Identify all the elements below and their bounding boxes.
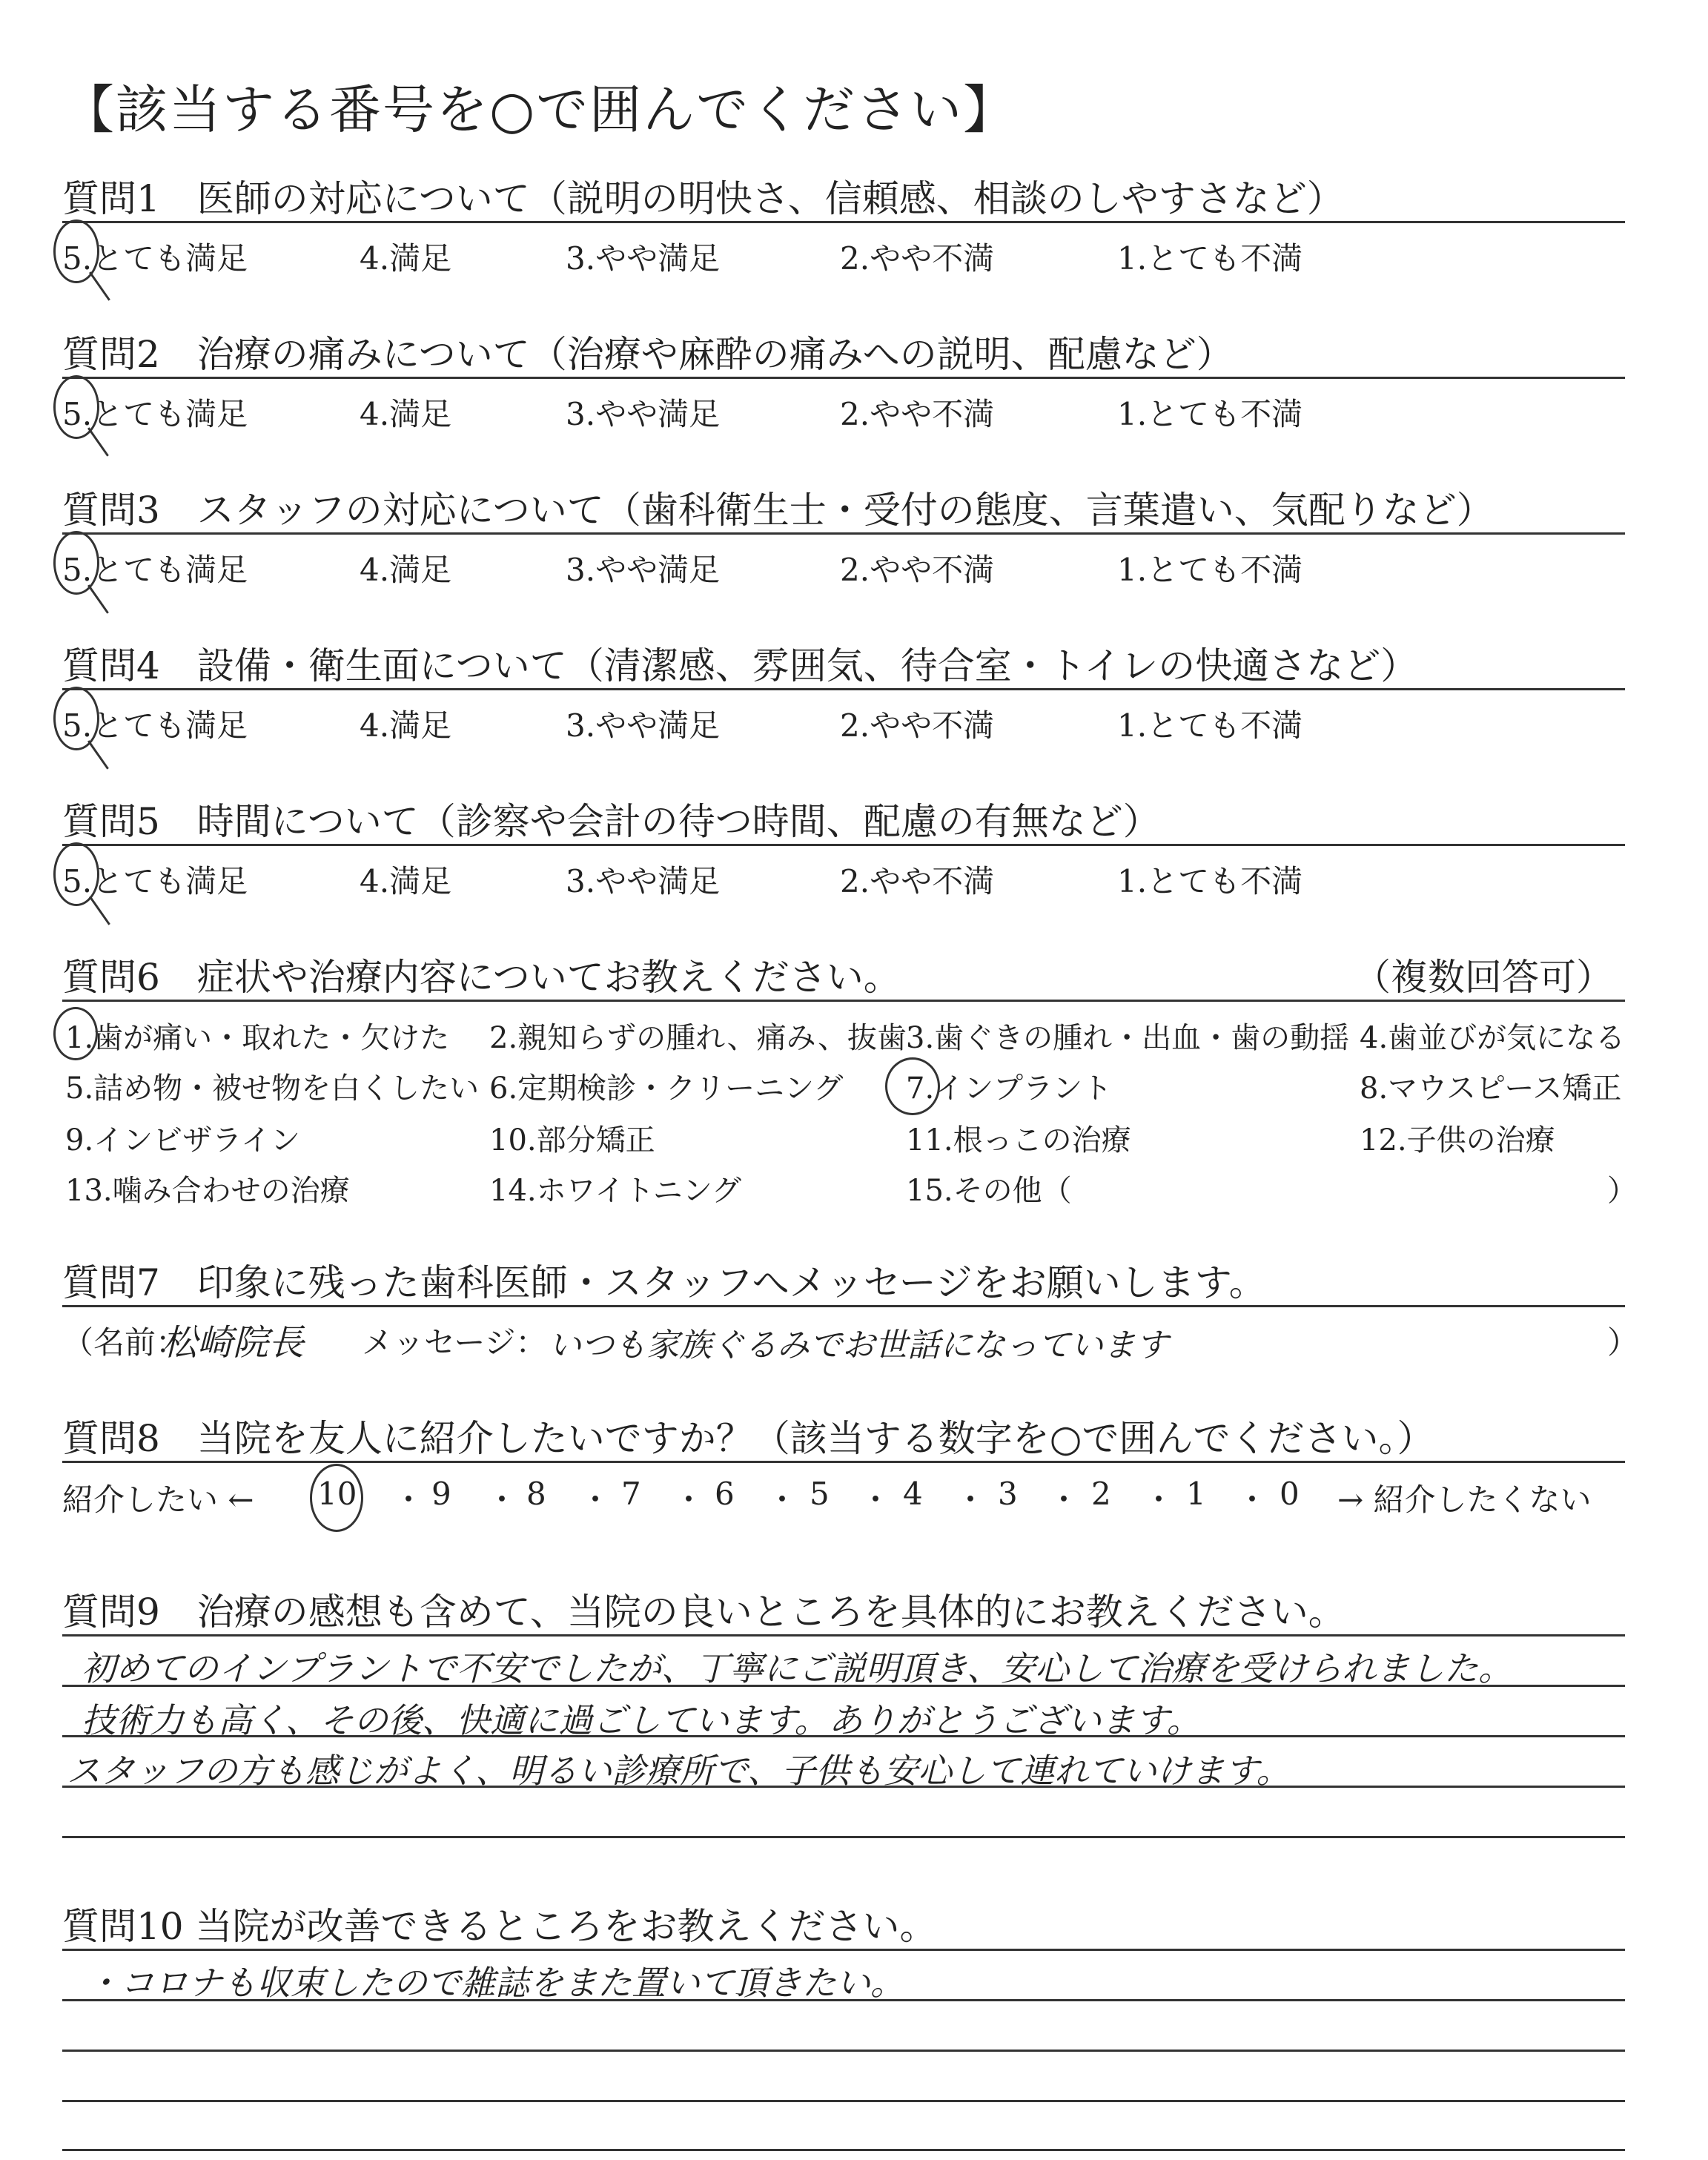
q8-dot: ・ — [1237, 1482, 1268, 1518]
q4-option-1[interactable]: 1.とても不満 — [1117, 707, 1303, 744]
q8-score-9[interactable]: 9 — [431, 1476, 451, 1512]
q10-rule-4 — [62, 2149, 1625, 2151]
instruction-header: 【該当する番号を○で囲んでください】 — [62, 79, 1017, 140]
question-3-title: 質問3 スタッフの対応について（歯科衛生士・受付の態度、言葉遣い、気配りなど） — [62, 489, 1494, 532]
q1-option-3[interactable]: 3.やや満足 — [566, 240, 721, 277]
q10-rule-1 — [62, 1999, 1625, 2001]
q8-dot: ・ — [767, 1482, 798, 1518]
q6-item-7[interactable]: 7.インプラント — [906, 1071, 1113, 1106]
question-7-rule — [62, 1305, 1625, 1307]
q8-score-6[interactable]: 6 — [715, 1476, 735, 1512]
question-6-note: （複数回答可） — [1354, 956, 1613, 999]
q8-score-2[interactable]: 2 — [1091, 1476, 1111, 1512]
q4-option-2[interactable]: 2.やや不満 — [840, 707, 995, 744]
q3-selected-circle — [53, 531, 99, 595]
q8-right-label: → 紹介したくない — [1337, 1482, 1592, 1518]
q6-item-8[interactable]: 8.マウスピース矯正 — [1360, 1071, 1622, 1106]
q6-item-11[interactable]: 11.根っこの治療 — [906, 1123, 1131, 1157]
q7-name-label: （名前： — [62, 1324, 188, 1361]
q2-option-5[interactable]: 5.とても満足 — [62, 396, 248, 432]
q9-line-2: 技術力も高く、その後、快適に過ごしています。ありがとうございます。 — [82, 1700, 1201, 1740]
q9-line-3: スタッフの方も感じがよく、明るい診療所で、子供も安心して連れていけます。 — [67, 1751, 1291, 1791]
q8-left-label: 紹介したい ← — [62, 1482, 254, 1518]
q5-option-4[interactable]: 4.満足 — [360, 863, 452, 899]
question-1-rule — [62, 221, 1625, 223]
q2-option-3[interactable]: 3.やや満足 — [566, 396, 721, 432]
q3-option-5[interactable]: 5.とても満足 — [62, 552, 248, 588]
q8-dot: ・ — [393, 1482, 425, 1518]
q8-dot: ・ — [580, 1482, 612, 1518]
q2-option-1[interactable]: 1.とても不満 — [1117, 396, 1303, 432]
question-8-rule — [62, 1461, 1625, 1463]
question-3-rule — [62, 532, 1625, 535]
q10-line-1: ・コロナも収束したので雑誌をまた置いて頂きたい。 — [86, 1963, 904, 2003]
q6-item-13[interactable]: 13.噛み合わせの治療 — [65, 1174, 350, 1208]
question-4-rule — [62, 688, 1625, 690]
question-5-title: 質問5 時間について（診察や会計の待つ時間、配慮の有無など） — [62, 800, 1160, 843]
q8-dot: ・ — [1143, 1482, 1175, 1518]
q6-item-15[interactable]: 15.その他（ — [906, 1174, 1072, 1208]
q4-option-5[interactable]: 5.とても満足 — [62, 707, 248, 744]
q6-selected-circle-1 — [53, 1007, 98, 1060]
q10-rule-2 — [62, 2050, 1625, 2052]
q6-item-9[interactable]: 9.インビザライン — [65, 1123, 300, 1157]
q7-message-label: メッセージ： — [362, 1324, 547, 1361]
q4-option-4[interactable]: 4.満足 — [360, 707, 452, 744]
question-7-title: 質問7 印象に残った歯科医師・スタッフへメッセージをお願いします。 — [62, 1261, 1266, 1304]
q6-item-12[interactable]: 12.子供の治療 — [1360, 1123, 1555, 1157]
q5-option-1[interactable]: 1.とても不満 — [1117, 863, 1303, 899]
q6-item-6[interactable]: 6.定期検診・クリーニング — [489, 1071, 844, 1106]
q6-item-3[interactable]: 3.歯ぐきの腫れ・出血・歯の動揺 — [906, 1021, 1350, 1055]
question-9-title: 質問9 治療の感想も含めて、当院の良いところを具体的にお教えください。 — [62, 1591, 1345, 1634]
q3-option-1[interactable]: 1.とても不満 — [1117, 552, 1303, 588]
q4-selected-circle — [53, 687, 99, 750]
q3-option-3[interactable]: 3.やや満足 — [566, 552, 721, 588]
q8-selected-circle — [310, 1464, 363, 1532]
q6-item-4[interactable]: 4.歯並びが気になる — [1360, 1021, 1626, 1055]
question-6-title: 質問6 症状や治療内容についてお教えください。 — [62, 956, 901, 999]
question-5-rule — [62, 844, 1625, 846]
q6-item-10[interactable]: 10.部分矯正 — [489, 1123, 655, 1157]
q1-option-2[interactable]: 2.やや不満 — [840, 240, 995, 277]
q9-line-1: 初めてのインプラントで不安でしたが、丁寧にご説明頂き、安心して治療を受けられました。 — [82, 1648, 1513, 1688]
q6-selected-circle-7 — [885, 1057, 940, 1115]
q7-name-value[interactable]: 松崎院長 — [162, 1322, 305, 1364]
q7-close-paren: ） — [1607, 1324, 1639, 1361]
q8-dot: ・ — [1048, 1482, 1080, 1518]
q2-selected-circle — [53, 375, 99, 439]
question-1-title: 質問1 医師の対応について（説明の明快さ、信頼感、相談のしやすさなど） — [62, 177, 1344, 220]
question-6-rule — [62, 1000, 1625, 1002]
q8-score-1[interactable]: 1 — [1186, 1476, 1206, 1512]
question-8-title: 質問8 当院を友人に紹介したいですか？（該当する数字を○で囲んでください。） — [62, 1417, 1434, 1460]
q8-dot: ・ — [955, 1482, 987, 1518]
q1-option-4[interactable]: 4.満足 — [360, 240, 452, 277]
q8-score-0[interactable]: 0 — [1280, 1476, 1300, 1512]
q1-option-5[interactable]: 5.とても満足 — [62, 240, 248, 277]
q7-message-value[interactable]: いつも家族ぐるみでお世話になっています — [549, 1327, 1168, 1364]
q6-item-5[interactable]: 5.詰め物・被せ物を白くしたい — [65, 1071, 480, 1106]
q6-item-14[interactable]: 14.ホワイトニング — [489, 1174, 742, 1208]
q8-score-5[interactable]: 5 — [810, 1476, 830, 1512]
q9-rule-0 — [62, 1634, 1625, 1636]
q5-selected-circle — [53, 842, 99, 906]
q9-rule-2 — [62, 1735, 1625, 1737]
q6-item-2[interactable]: 2.親知らずの腫れ、痛み、抜歯 — [489, 1021, 907, 1055]
q6-other-close-paren: ） — [1607, 1174, 1637, 1208]
q2-option-4[interactable]: 4.満足 — [360, 396, 452, 432]
q8-score-8[interactable]: 8 — [526, 1476, 546, 1512]
q10-rule-3 — [62, 2100, 1625, 2102]
q2-option-2[interactable]: 2.やや不満 — [840, 396, 995, 432]
q1-option-1[interactable]: 1.とても不満 — [1117, 240, 1303, 277]
q8-score-4[interactable]: 4 — [903, 1476, 923, 1512]
q8-dot: ・ — [486, 1482, 518, 1518]
q5-option-2[interactable]: 2.やや不満 — [840, 863, 995, 899]
q9-rule-1 — [62, 1685, 1625, 1687]
q8-score-7[interactable]: 7 — [621, 1476, 641, 1512]
q6-item-1[interactable]: 1.歯が痛い・取れた・欠けた — [65, 1021, 450, 1055]
question-10-title: 質問10 当院が改善できるところをお教えください。 — [62, 1905, 937, 1948]
q3-option-2[interactable]: 2.やや不満 — [840, 552, 995, 588]
q9-rule-3 — [62, 1786, 1625, 1788]
q5-option-3[interactable]: 3.やや満足 — [566, 863, 721, 899]
question-4-title: 質問4 設備・衛生面について（清潔感、雰囲気、待合室・トイレの快適さなど） — [62, 644, 1418, 687]
q3-option-4[interactable]: 4.満足 — [360, 552, 452, 588]
q8-dot: ・ — [673, 1482, 705, 1518]
q8-dot: ・ — [860, 1482, 892, 1518]
question-2-title: 質問2 治療の痛みについて（治療や麻酔の痛みへの説明、配慮など） — [62, 333, 1234, 376]
question-2-rule — [62, 377, 1625, 379]
q9-rule-4 — [62, 1836, 1625, 1838]
q4-option-3[interactable]: 3.やや満足 — [566, 707, 721, 744]
q8-score-3[interactable]: 3 — [998, 1476, 1018, 1512]
q8-score-10[interactable]: 10 — [317, 1476, 357, 1512]
q5-option-5[interactable]: 5.とても満足 — [62, 863, 248, 899]
q10-rule-0 — [62, 1949, 1625, 1951]
